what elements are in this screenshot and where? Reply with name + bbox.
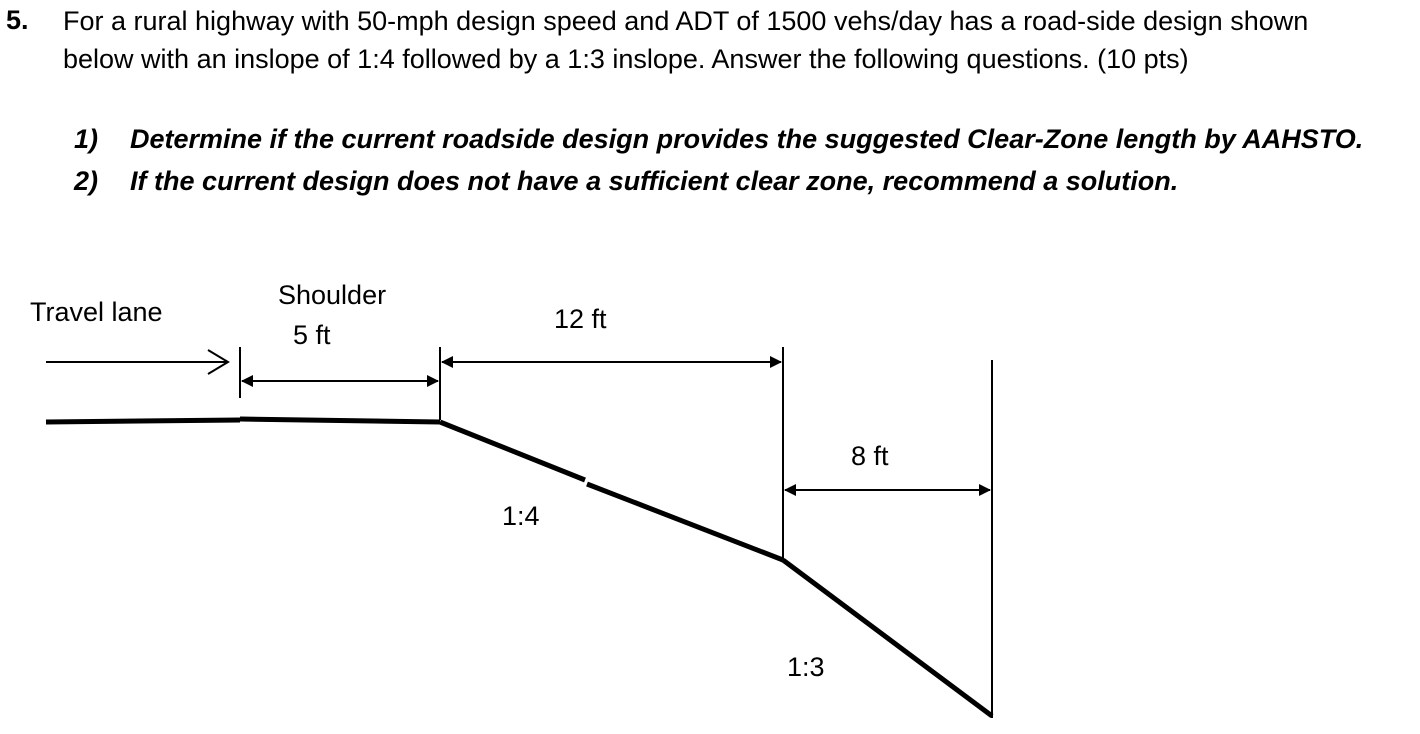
question-number: 5. xyxy=(6,5,29,35)
shoulder-width-label: 5 ft xyxy=(293,320,331,350)
sub-question-2-number: 2) xyxy=(74,166,99,196)
sub-question-2-text: If the current design does not have a sufficient clear zone, recommend a solution. xyxy=(130,166,1179,196)
second-inslope xyxy=(783,560,992,716)
question-line-2: below with an inslope of 1:4 followed by a 1:3 inslope. Answer the following questions. (10 pts) xyxy=(63,44,1189,74)
first-slope-ratio-label: 1:4 xyxy=(502,501,540,531)
shoulder-label: Shoulder xyxy=(278,280,387,310)
shoulder-surface xyxy=(240,419,440,422)
first-inslope-segment-b xyxy=(587,484,783,560)
first-inslope-segment-a xyxy=(440,422,585,480)
travel-lane-label: Travel lane xyxy=(30,297,163,327)
travel-lane-surface xyxy=(46,420,240,422)
first-slope-width-label: 12 ft xyxy=(554,304,607,334)
travel-direction-arrow xyxy=(46,350,228,374)
sub-question-1-number: 1) xyxy=(74,124,99,154)
second-slope-width-label: 8 ft xyxy=(851,441,889,471)
question-line-1: For a rural highway with 50-mph design speed and ADT of 1500 vehs/day has a road-side design shown xyxy=(63,6,1309,36)
second-slope-ratio-label: 1:3 xyxy=(787,652,825,682)
sub-question-1-text: Determine if the current roadside design provides the suggested Clear-Zone length by AAHSTO. xyxy=(130,124,1364,154)
